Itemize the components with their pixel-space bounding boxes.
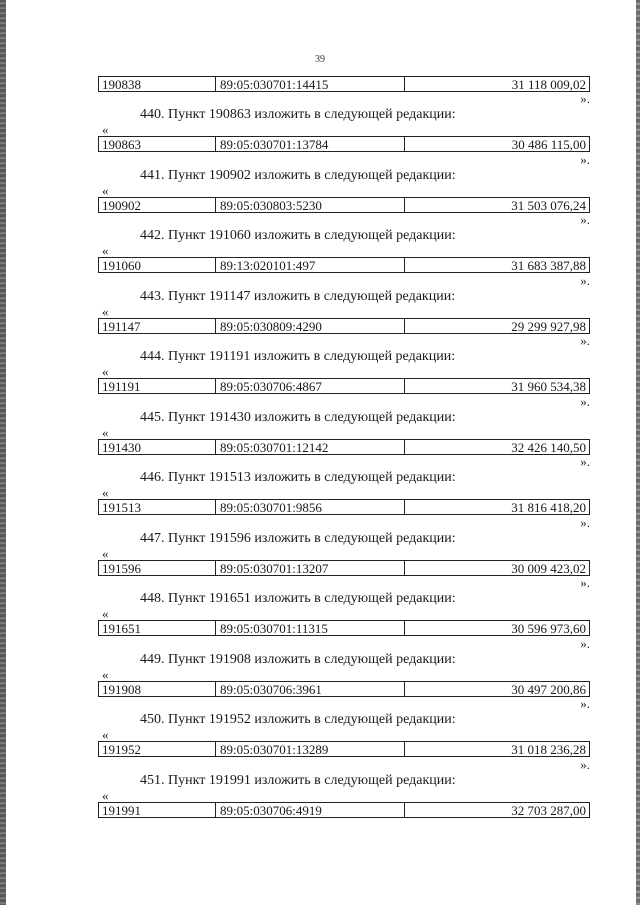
amendment-instruction: 445. Пункт 191430 изложить в следующей редакции: — [140, 409, 456, 425]
amendment-instruction: 451. Пункт 191991 изложить в следующей редакции: — [140, 772, 456, 788]
list-item — [98, 516, 590, 577]
opening-quote: « — [102, 485, 109, 500]
closing-quote: ». — [580, 696, 590, 711]
list-item — [98, 637, 590, 698]
row-value: 29 299 927,98 — [511, 318, 586, 334]
closing-quote: ». — [580, 91, 590, 106]
closing-quote: ». — [580, 212, 590, 227]
scan-edge-right — [636, 0, 640, 905]
row-value: 30 596 973,60 — [511, 621, 586, 636]
row-id: 191147 — [99, 319, 216, 333]
row-cadastral-number: 89:05:030701:11315 — [216, 621, 405, 635]
table-row — [98, 136, 590, 152]
list-item — [98, 395, 590, 456]
row-id: 190838 — [99, 77, 216, 91]
row-value: 31 118 009,02 — [511, 77, 586, 92]
row-id: 191991 — [99, 803, 216, 817]
list-item — [98, 758, 590, 819]
row-value: 31 018 236,28 — [511, 742, 586, 757]
list-item — [98, 334, 590, 395]
opening-quote: « — [102, 364, 109, 379]
entries-list — [98, 92, 590, 818]
table-row — [98, 378, 590, 394]
opening-quote: « — [102, 303, 109, 319]
opening-quote: « — [102, 122, 109, 137]
row-cadastral-number: 89:05:030701:12142 — [216, 440, 405, 454]
row-cadastral-number: 89:13:020101:497 — [216, 258, 405, 272]
table-row — [98, 499, 590, 515]
row-cadastral-number: 89:05:030706:4919 — [216, 803, 405, 817]
amendment-instruction: 444. Пункт 191191 изложить в следующей редакции: — [140, 349, 456, 364]
table-row — [98, 197, 590, 213]
list-item — [98, 92, 590, 153]
row-cadastral-number: 89:05:030701:13784 — [216, 137, 405, 151]
opening-quote: « — [102, 545, 109, 561]
row-value: 32 426 140,50 — [511, 439, 586, 455]
table-row — [98, 741, 590, 757]
closing-quote: ». — [580, 454, 590, 469]
row-id: 191513 — [99, 500, 216, 514]
row-id: 190863 — [99, 137, 216, 151]
closing-quote: ». — [580, 514, 590, 530]
row-id: 191430 — [99, 440, 216, 454]
opening-quote: « — [102, 727, 109, 742]
list-item — [98, 697, 590, 758]
row-cadastral-number: 89:05:030701:13207 — [216, 561, 405, 575]
opening-quote: « — [102, 243, 109, 258]
row-cadastral-number: 89:05:030701:13289 — [216, 742, 405, 756]
opening-quote: « — [102, 606, 109, 621]
table-row — [98, 439, 590, 455]
row-id: 190902 — [99, 198, 216, 212]
list-item — [98, 274, 590, 335]
row-id: 191596 — [99, 561, 216, 575]
closing-quote: ». — [580, 333, 590, 348]
table-row — [98, 802, 590, 818]
row-value: 31 503 076,24 — [511, 197, 586, 213]
row-cadastral-number: 89:05:030706:4867 — [216, 379, 405, 393]
table-row — [98, 76, 590, 92]
amendment-instruction: 450. Пункт 191952 изложить в следующей редакции: — [140, 712, 456, 727]
row-value: 30 009 423,02 — [511, 560, 586, 576]
list-item — [98, 153, 590, 214]
row-cadastral-number: 89:05:030809:4290 — [216, 319, 405, 333]
row-cadastral-number: 89:05:030803:5230 — [216, 198, 405, 212]
row-value: 31 960 534,38 — [511, 379, 586, 394]
row-value: 31 683 387,88 — [511, 258, 586, 273]
page-number: 39 — [315, 54, 325, 65]
scan-edge-left — [0, 0, 6, 905]
row-value: 30 497 200,86 — [511, 681, 586, 697]
closing-quote: ». — [580, 635, 590, 651]
amendment-instruction: 442. Пункт 191060 изложить в следующей редакции: — [140, 228, 456, 243]
list-item — [98, 455, 590, 516]
closing-quote: ». — [580, 756, 590, 772]
amendment-instruction: 447. Пункт 191596 изложить в следующей редакции: — [140, 530, 456, 546]
closing-quote: ». — [580, 575, 590, 590]
table-row — [98, 681, 590, 697]
row-id: 191060 — [99, 258, 216, 272]
list-item — [98, 213, 590, 274]
document-body — [98, 76, 590, 818]
table-row — [98, 620, 590, 636]
table-row — [98, 318, 590, 334]
closing-quote: ». — [580, 272, 590, 288]
row-cadastral-number: 89:05:030706:3961 — [216, 682, 405, 696]
table-row — [98, 257, 590, 273]
table-row — [98, 560, 590, 576]
row-value: 30 486 115,00 — [511, 137, 586, 152]
list-item — [98, 576, 590, 637]
row-id: 191191 — [99, 379, 216, 393]
row-cadastral-number: 89:05:030701:14415 — [216, 77, 405, 91]
opening-quote: « — [102, 787, 109, 803]
row-id: 191651 — [99, 621, 216, 635]
amendment-instruction: 443. Пункт 191147 изложить в следующей редакции: — [140, 288, 456, 304]
amendment-instruction: 440. Пункт 190863 изложить в следующей редакции: — [140, 107, 456, 122]
row-id: 191908 — [99, 682, 216, 696]
row-cadastral-number: 89:05:030701:9856 — [216, 500, 405, 514]
row-value: 31 816 418,20 — [511, 500, 586, 515]
closing-quote: ». — [580, 151, 590, 167]
opening-quote: « — [102, 666, 109, 682]
closing-quote: ». — [580, 393, 590, 409]
amendment-instruction: 441. Пункт 190902 изложить в следующей редакции: — [140, 167, 456, 183]
amendment-instruction: 449. Пункт 191908 изложить в следующей редакции: — [140, 651, 456, 667]
amendment-instruction: 448. Пункт 191651 изложить в следующей редакции: — [140, 591, 456, 606]
amendment-instruction: 446. Пункт 191513 изложить в следующей редакции: — [140, 470, 456, 485]
row-value: 32 703 287,00 — [511, 802, 586, 818]
opening-quote: « — [102, 424, 109, 440]
row-id: 191952 — [99, 742, 216, 756]
opening-quote: « — [102, 182, 109, 198]
